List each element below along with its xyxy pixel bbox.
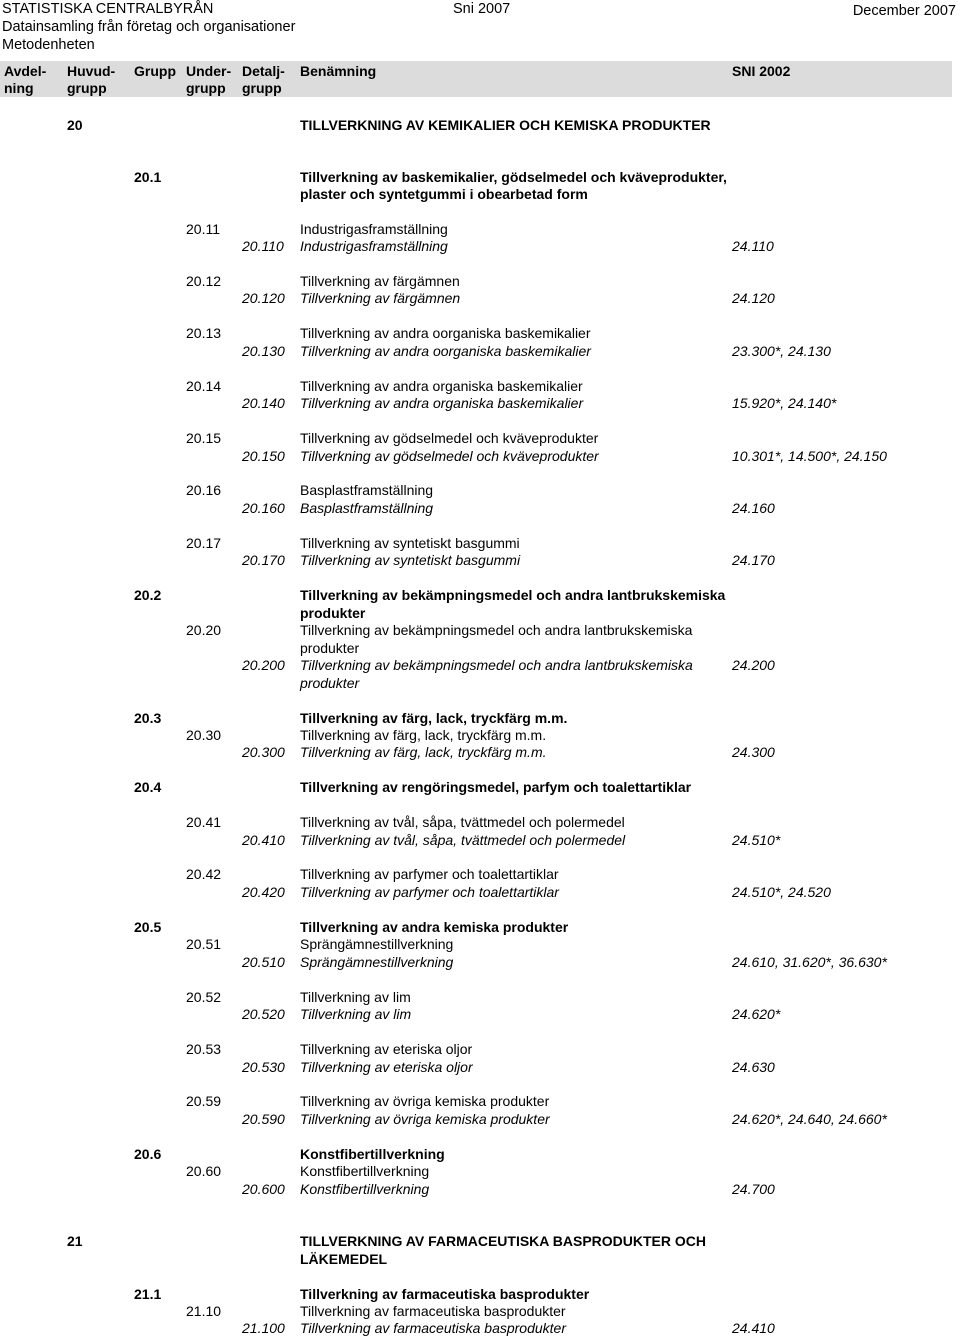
code-detaljgrupp: 21.100 bbox=[242, 1320, 285, 1336]
document-date: December 2007 bbox=[852, 3, 956, 19]
col-huvudgrupp-line1: Huvud- bbox=[67, 63, 116, 79]
col-undergrupp-line1: Under- bbox=[186, 63, 232, 79]
unit-name: Metodenheten bbox=[2, 37, 95, 53]
row-name: Tillverkning av andra oorganiska baskemikalier bbox=[300, 343, 591, 359]
row-name: Konstfibertillverkning bbox=[300, 1163, 430, 1179]
sni2002-code: 24.700 bbox=[732, 1181, 775, 1197]
row-name: Tillverkning av färgämnen bbox=[300, 273, 460, 289]
row-name: Basplastframställning bbox=[300, 482, 434, 498]
code-detaljgrupp: 20.300 bbox=[242, 744, 285, 760]
sni2002-code: 24.410 bbox=[732, 1320, 775, 1336]
code-grupp: 20.4 bbox=[134, 779, 162, 795]
row-name: Tillverkning av baskemikalier, gödselmedel och kväveprodukter, bbox=[300, 169, 727, 185]
row-name: Tillverkning av eteriska oljor bbox=[300, 1059, 473, 1075]
code-undergrupp: 20.53 bbox=[186, 1041, 222, 1057]
row-name: Tillverkning av andra organiska baskemikalier bbox=[300, 395, 584, 411]
code-undergrupp: 20.12 bbox=[186, 273, 222, 289]
sni2002-code: 15.920*, 24.140* bbox=[732, 395, 837, 411]
row-name: TILLVERKNING AV KEMIKALIER OCH KEMISKA PRODUKTER bbox=[300, 117, 711, 133]
code-undergrupp: 20.52 bbox=[186, 989, 222, 1005]
code-undergrupp: 20.11 bbox=[186, 221, 220, 237]
sni2002-code: 24.110 bbox=[732, 238, 774, 254]
sni2002-code: 24.510*, 24.520 bbox=[732, 884, 831, 900]
code-undergrupp: 20.15 bbox=[186, 430, 222, 446]
code-detaljgrupp: 20.150 bbox=[242, 448, 285, 464]
code-undergrupp: 20.51 bbox=[186, 936, 222, 952]
row-name: Tillverkning av rengöringsmedel, parfym och toalettartiklar bbox=[300, 779, 692, 795]
sni2002-code: 24.510* bbox=[732, 832, 781, 848]
sni2002-code: 10.301*, 14.500*, 24.150 bbox=[732, 448, 887, 464]
row-name: Industrigasframställning bbox=[300, 238, 448, 254]
col-avdelning-line2: ning bbox=[4, 80, 34, 96]
row-name: Tillverkning av farmaceutiska basprodukter bbox=[300, 1286, 590, 1302]
document-subtitle: Datainsamling från företag och organisationer bbox=[2, 19, 296, 35]
row-name: Tillverkning av färg, lack, tryckfärg m.m. bbox=[300, 710, 568, 726]
row-name: Tillverkning av farmaceutiska basprodukter bbox=[300, 1303, 566, 1319]
sni2002-code: 24.200 bbox=[732, 657, 775, 673]
sni2002-code: 24.620* bbox=[732, 1006, 781, 1022]
row-name-cont: produkter bbox=[300, 605, 366, 621]
col-benamning: Benämning bbox=[300, 63, 377, 79]
code-undergrupp: 20.17 bbox=[186, 535, 222, 551]
org-name: STATISTISKA CENTRALBYRÅN bbox=[2, 1, 214, 17]
code-detaljgrupp: 20.120 bbox=[242, 290, 285, 306]
code-detaljgrupp: 20.110 bbox=[242, 238, 284, 254]
code-detaljgrupp: 20.510 bbox=[242, 954, 285, 970]
code-undergrupp: 20.30 bbox=[186, 727, 222, 743]
sni2002-code: 24.170 bbox=[732, 552, 775, 568]
code-undergrupp: 20.14 bbox=[186, 378, 222, 394]
row-name: Tillverkning av bekämpningsmedel och andra lantbrukskemiska bbox=[300, 587, 726, 603]
code-detaljgrupp: 20.160 bbox=[242, 500, 285, 516]
row-name: Tillverkning av övriga kemiska produkter bbox=[300, 1111, 550, 1127]
code-grupp: 20.2 bbox=[134, 587, 162, 603]
col-detaljgrupp-line2: grupp bbox=[242, 80, 282, 96]
code-detaljgrupp: 20.140 bbox=[242, 395, 285, 411]
col-avdelning-line1: Avdel- bbox=[4, 63, 47, 79]
row-name: Tillverkning av eteriska oljor bbox=[300, 1041, 473, 1057]
row-name: Tillverkning av syntetiskt basgummi bbox=[300, 552, 521, 568]
row-name: Tillverkning av färg, lack, tryckfärg m.m. bbox=[300, 744, 547, 760]
row-name: Sprängämnestillverkning bbox=[300, 936, 454, 952]
row-name: Tillverkning av gödselmedel och kväveprodukter bbox=[300, 430, 599, 446]
code-undergrupp: 21.10 bbox=[186, 1303, 222, 1319]
row-name-cont: produkter bbox=[300, 675, 360, 691]
sni2002-code: 24.120 bbox=[732, 290, 775, 306]
row-name-cont: produkter bbox=[300, 640, 360, 656]
code-undergrupp: 20.13 bbox=[186, 325, 222, 341]
code-grupp: 20.1 bbox=[134, 169, 162, 185]
row-name: Tillverkning av andra oorganiska baskemikalier bbox=[300, 325, 591, 341]
row-name: Tillverkning av andra organiska baskemikalier bbox=[300, 378, 583, 394]
code-grupp: 21.1 bbox=[134, 1286, 162, 1302]
code-undergrupp: 20.41 bbox=[186, 814, 222, 830]
sni2002-code: 24.610, 31.620*, 36.630* bbox=[732, 954, 887, 970]
col-detaljgrupp-line1: Detalj- bbox=[242, 63, 285, 79]
code-detaljgrupp: 20.520 bbox=[242, 1006, 285, 1022]
code-undergrupp: 20.16 bbox=[186, 482, 222, 498]
row-name: Tillverkning av farmaceutiska basprodukter bbox=[300, 1320, 566, 1336]
code-undergrupp: 20.42 bbox=[186, 866, 222, 882]
row-name: Industrigasframställning bbox=[300, 221, 448, 237]
sni2002-code: 24.630 bbox=[732, 1059, 775, 1075]
code-undergrupp: 20.20 bbox=[186, 622, 222, 638]
code-grupp: 20.6 bbox=[134, 1146, 162, 1162]
sni2002-code: 24.160 bbox=[732, 500, 775, 516]
row-name: Konstfibertillverkning bbox=[300, 1181, 430, 1197]
row-name: Tillverkning av lim bbox=[300, 989, 411, 1005]
code-undergrupp: 20.60 bbox=[186, 1163, 222, 1179]
sni2002-code: 24.300 bbox=[732, 744, 775, 760]
row-name: Tillverkning av gödselmedel och kväveprodukter bbox=[300, 448, 599, 464]
col-huvudgrupp-line2: grupp bbox=[67, 80, 107, 96]
row-name: TILLVERKNING AV FARMACEUTISKA BASPRODUKTER OCH bbox=[300, 1233, 706, 1249]
code-detaljgrupp: 20.410 bbox=[242, 832, 285, 848]
row-name: Tillverkning av parfymer och toalettartiklar bbox=[300, 884, 559, 900]
code-huvudgrupp: 21 bbox=[67, 1233, 83, 1249]
row-name: Tillverkning av tvål, såpa, tvättmedel och polermedel bbox=[300, 832, 626, 848]
col-sni2002: SNI 2002 bbox=[732, 63, 791, 79]
row-name: Tillverkning av lim bbox=[300, 1006, 412, 1022]
row-name: Basplastframställning bbox=[300, 500, 434, 516]
row-name: Tillverkning av färgämnen bbox=[300, 290, 461, 306]
code-grupp: 20.3 bbox=[134, 710, 162, 726]
code-detaljgrupp: 20.170 bbox=[242, 552, 285, 568]
col-undergrupp-line2: grupp bbox=[186, 80, 226, 96]
code-detaljgrupp: 20.200 bbox=[242, 657, 285, 673]
row-name: Tillverkning av bekämpningsmedel och andra lantbrukskemiska bbox=[300, 657, 693, 673]
row-name: Tillverkning av övriga kemiska produkter bbox=[300, 1093, 550, 1109]
code-detaljgrupp: 20.130 bbox=[242, 343, 285, 359]
row-name-cont: LÄKEMEDEL bbox=[300, 1251, 388, 1267]
code-grupp: 20.5 bbox=[134, 919, 162, 935]
code-detaljgrupp: 20.600 bbox=[242, 1181, 285, 1197]
col-grupp: Grupp bbox=[134, 63, 176, 79]
code-huvudgrupp: 20 bbox=[67, 117, 83, 133]
row-name: Tillverkning av syntetiskt basgummi bbox=[300, 535, 520, 551]
row-name: Sprängämnestillverkning bbox=[300, 954, 454, 970]
row-name: Konstfibertillverkning bbox=[300, 1146, 445, 1162]
row-name: Tillverkning av bekämpningsmedel och andra lantbrukskemiska bbox=[300, 622, 693, 638]
code-detaljgrupp: 20.590 bbox=[242, 1111, 285, 1127]
row-name: Tillverkning av färg, lack, tryckfärg m.m. bbox=[300, 727, 547, 743]
sni2002-code: 23.300*, 24.130 bbox=[732, 343, 831, 359]
code-detaljgrupp: 20.530 bbox=[242, 1059, 285, 1075]
row-name: Tillverkning av parfymer och toalettartiklar bbox=[300, 866, 559, 882]
row-name: Tillverkning av tvål, såpa, tvättmedel och polermedel bbox=[300, 814, 625, 830]
code-undergrupp: 20.59 bbox=[186, 1093, 222, 1109]
sni2002-code: 24.620*, 24.640, 24.660* bbox=[732, 1111, 887, 1127]
code-detaljgrupp: 20.420 bbox=[242, 884, 285, 900]
row-name: Tillverkning av andra kemiska produkter bbox=[300, 919, 569, 935]
row-name-cont: plaster och syntetgummi i obearbetad form bbox=[300, 186, 588, 202]
classification-label: Sni 2007 bbox=[453, 1, 511, 17]
